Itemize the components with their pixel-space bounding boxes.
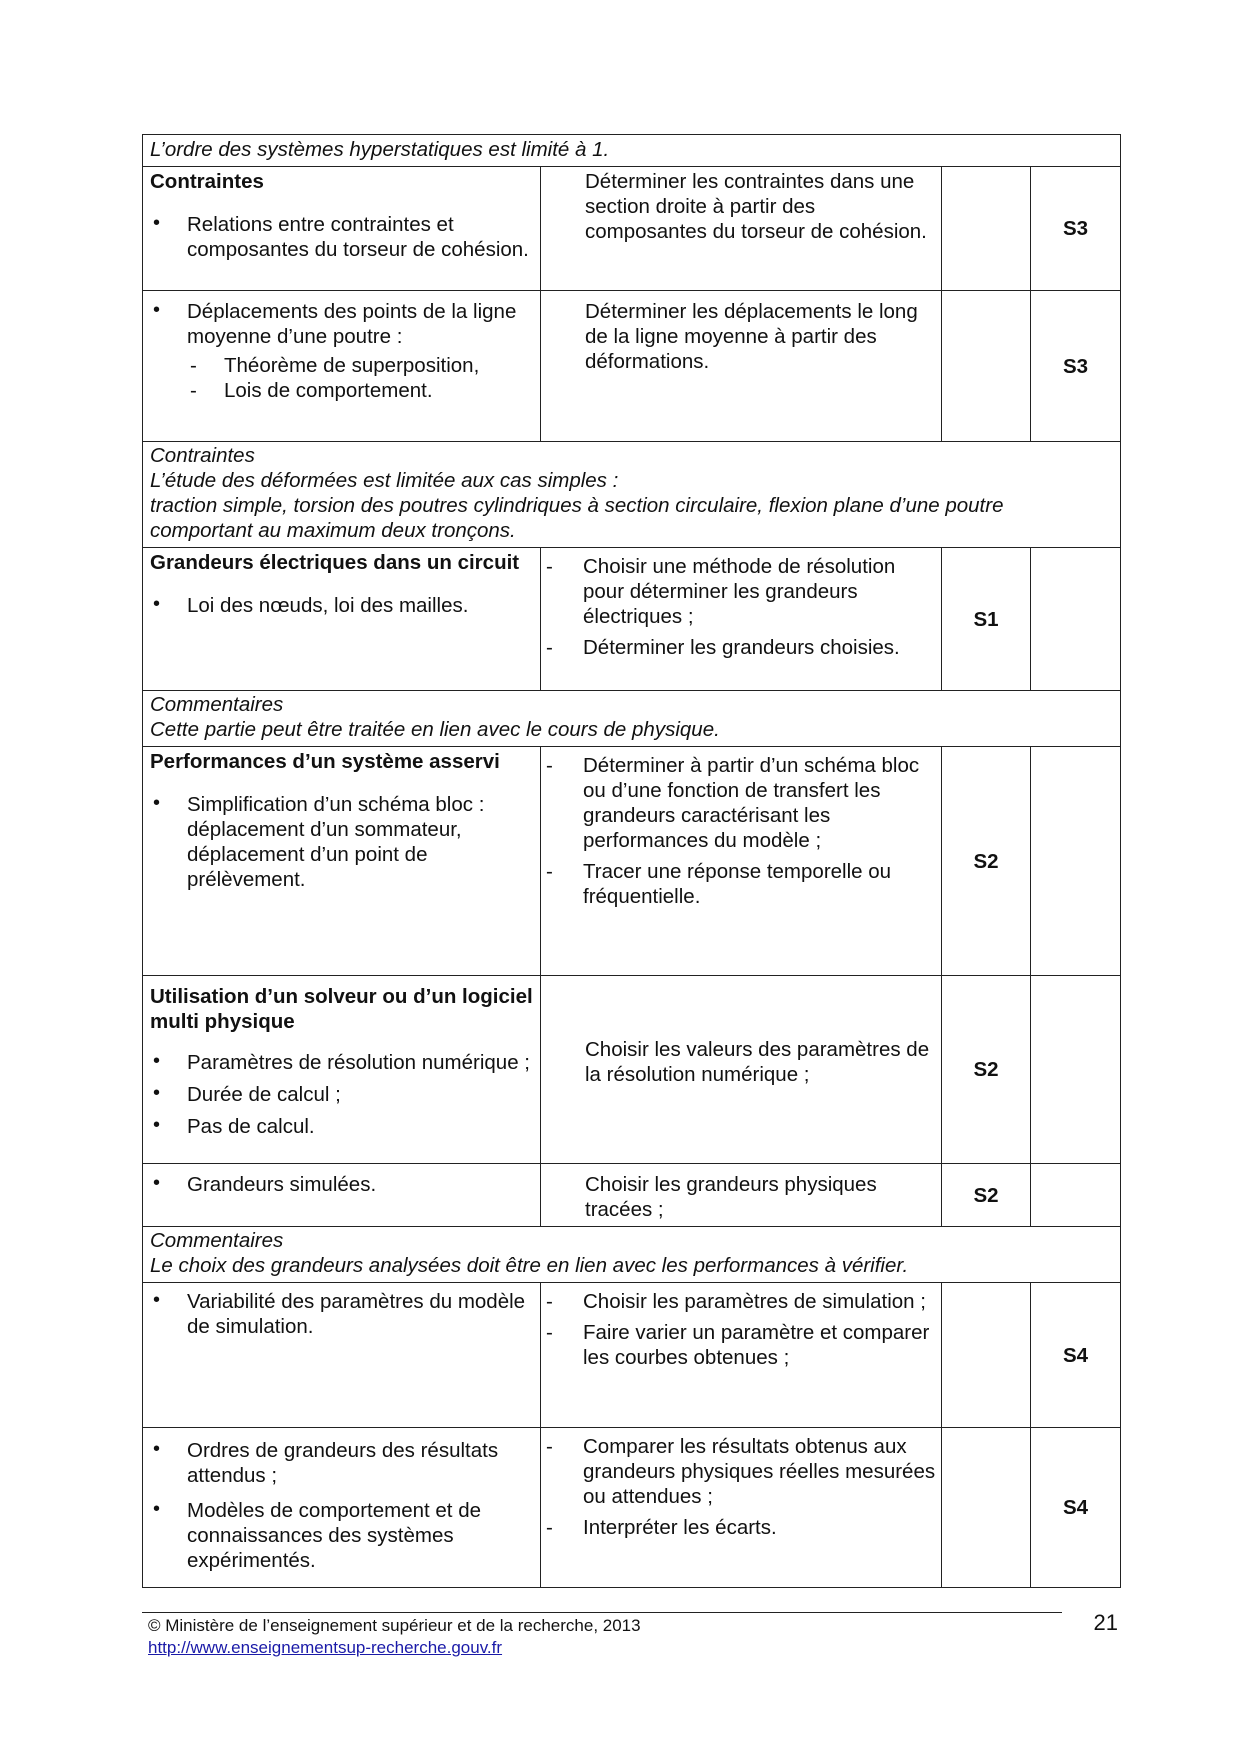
section-title: Performances d’un système asservi bbox=[150, 750, 500, 773]
knowledge-cell bbox=[143, 747, 541, 976]
note-cell bbox=[143, 442, 1121, 548]
empty-level-cell bbox=[942, 291, 1031, 442]
list-item: • Paramètres de résolution numérique ; bbox=[153, 1050, 530, 1074]
dash-icon: - bbox=[546, 1516, 553, 1539]
list-item: • Loi des nœuds, loi des mailles. bbox=[153, 593, 469, 617]
table-row bbox=[143, 976, 1121, 1164]
dash-icon: - bbox=[546, 860, 553, 883]
bullet-list bbox=[150, 1050, 533, 1139]
note-label: Commentaires bbox=[150, 1229, 284, 1252]
section-title: Contraintes bbox=[150, 170, 264, 193]
bullet-icon: • bbox=[153, 1172, 161, 1194]
list-item: • Durée de calcul ; bbox=[153, 1082, 341, 1106]
skill-text: Choisir les valeurs des paramètres de la résolution numérique ; bbox=[585, 1037, 930, 1086]
level-label: S2 bbox=[973, 1058, 999, 1081]
bullet-icon: • bbox=[153, 212, 161, 234]
bullet-list bbox=[150, 1172, 533, 1197]
list-item: • Simplification d’un schéma bloc : déplacement d’un sommateur, déplacement d’un point de prélèvement. bbox=[153, 792, 485, 891]
list-item: - Lois de comportement. bbox=[190, 379, 433, 402]
dash-list bbox=[546, 1289, 937, 1370]
list-item: - Déterminer à partir d’un schéma bloc ou d’une fonction de transfert les grandeurs caractérisant les performances du modèle ; bbox=[546, 754, 920, 852]
section-title: Grandeurs électriques dans un circuit bbox=[150, 551, 520, 574]
dash-icon: - bbox=[546, 636, 553, 659]
list-item: - Faire varier un paramètre et comparer les courbes obtenues ; bbox=[546, 1321, 930, 1369]
list-item: - Théorème de superposition, bbox=[190, 354, 480, 377]
note-row bbox=[143, 442, 1121, 548]
skill-cell bbox=[541, 1428, 942, 1588]
bullet-list bbox=[150, 212, 533, 262]
note-label: Contraintes bbox=[150, 444, 255, 467]
footer-link[interactable]: http://www.enseignementsup-recherche.gouv.fr bbox=[148, 1638, 503, 1657]
note-line: traction simple, torsion des poutres cylindriques à section circulaire, flexion plane d’une poutre bbox=[150, 494, 1004, 517]
list-item: - Choisir les paramètres de simulation ; bbox=[546, 1290, 926, 1313]
list-item: • Pas de calcul. bbox=[153, 1114, 315, 1138]
dash-icon: - bbox=[546, 1435, 553, 1458]
bullet-list bbox=[150, 792, 533, 892]
skill-text: Déterminer les contraintes dans une section droite à partir des composantes du torseur de cohésion. bbox=[585, 170, 927, 243]
note-row bbox=[143, 135, 1121, 167]
dash-icon: - bbox=[190, 379, 197, 402]
note-line: L’étude des déformées est limitée aux cas simples : bbox=[150, 469, 619, 492]
table-row bbox=[143, 747, 1121, 976]
level-cell bbox=[1031, 291, 1121, 442]
skill-cell bbox=[541, 548, 942, 691]
level-label: S4 bbox=[1062, 1496, 1089, 1519]
dash-list bbox=[187, 353, 533, 403]
knowledge-cell bbox=[143, 291, 541, 442]
empty-level-cell bbox=[1031, 548, 1121, 691]
bullet-list bbox=[150, 593, 533, 618]
level-label: S3 bbox=[1062, 354, 1089, 378]
table-row bbox=[143, 1164, 1121, 1227]
skill-cell bbox=[541, 291, 942, 442]
list-item: - Choisir une méthode de résolution pour déterminer les grandeurs électriques ; bbox=[546, 555, 896, 628]
skill-cell bbox=[541, 1164, 942, 1227]
skill-cell bbox=[541, 976, 942, 1164]
bullet-icon: • bbox=[153, 1050, 161, 1072]
list-item: • Variabilité des paramètres du modèle de simulation. bbox=[153, 1289, 526, 1338]
note-cell bbox=[143, 135, 1121, 167]
list-item: - Comparer les résultats obtenus aux grandeurs physiques réelles mesurées ou attendues ; bbox=[546, 1435, 936, 1508]
knowledge-cell bbox=[143, 1428, 541, 1588]
empty-level-cell bbox=[1031, 976, 1121, 1164]
level-label: S1 bbox=[973, 607, 999, 631]
program-table bbox=[142, 134, 1121, 1588]
page-number: 21 bbox=[1093, 1610, 1118, 1635]
level-cell bbox=[942, 747, 1031, 976]
list-item: - Tracer une réponse temporelle ou fréquentielle. bbox=[546, 860, 892, 908]
dash-icon: - bbox=[546, 555, 553, 578]
skill-text: Déterminer les déplacements le long de la ligne moyenne à partir des déformations. bbox=[585, 300, 918, 373]
level-cell bbox=[942, 976, 1031, 1164]
bullet-icon: • bbox=[153, 1289, 161, 1311]
dash-icon: - bbox=[546, 754, 553, 777]
note-line: Le choix des grandeurs analysées doit être en lien avec les performances à vérifier. bbox=[150, 1254, 909, 1277]
bullet-icon: • bbox=[153, 299, 161, 321]
bullet-icon: • bbox=[153, 1114, 161, 1136]
level-cell bbox=[942, 548, 1031, 691]
table-row bbox=[143, 167, 1121, 291]
section-title: Utilisation d’un solveur ou d’un logiciel multi physique bbox=[150, 985, 533, 1033]
level-cell bbox=[942, 1164, 1031, 1227]
note-cell bbox=[143, 1227, 1121, 1283]
level-cell bbox=[1031, 1283, 1121, 1428]
dash-list bbox=[546, 753, 937, 909]
note-row bbox=[143, 1227, 1121, 1283]
table-row bbox=[143, 548, 1121, 691]
level-cell bbox=[1031, 167, 1121, 291]
note-label: Commentaires bbox=[150, 693, 284, 716]
note-line: Cette partie peut être traitée en lien avec le cours de physique. bbox=[150, 718, 720, 741]
table-row bbox=[143, 1428, 1121, 1588]
table-row bbox=[143, 1283, 1121, 1428]
list-item: • Grandeurs simulées. bbox=[153, 1172, 377, 1196]
bullet-icon: • bbox=[153, 1498, 161, 1520]
note-line: comportant au maximum deux tronçons. bbox=[150, 519, 516, 542]
bullet-list bbox=[150, 1438, 533, 1573]
skill-text: Choisir les grandeurs physiques tracées ; bbox=[585, 1173, 877, 1221]
bullet-icon: • bbox=[153, 593, 161, 615]
list-item: - Déterminer les grandeurs choisies. bbox=[546, 636, 900, 659]
list-item: • Déplacements des points de la ligne moyenne d’une poutre : - Théorème de superposition, - Lois de comportement. bbox=[150, 299, 533, 403]
dash-icon: - bbox=[190, 354, 197, 377]
dash-list bbox=[546, 1434, 937, 1540]
empty-level-cell bbox=[942, 167, 1031, 291]
skill-cell bbox=[541, 747, 942, 976]
list-item: - Interpréter les écarts. bbox=[546, 1516, 777, 1539]
empty-level-cell bbox=[1031, 1164, 1121, 1227]
empty-level-cell bbox=[942, 1428, 1031, 1588]
list-item: • Ordres de grandeurs des résultats attendus ; bbox=[153, 1438, 499, 1487]
empty-level-cell bbox=[1031, 747, 1121, 976]
bullet-list bbox=[150, 1289, 533, 1339]
list-item: • Relations entre contraintes et composantes du torseur de cohésion. bbox=[153, 212, 529, 261]
skill-cell bbox=[541, 1283, 942, 1428]
footer-copyright: © Ministère de l’enseignement supérieur et de la recherche, 2013 bbox=[148, 1616, 641, 1635]
dash-list bbox=[546, 554, 937, 660]
level-label: S2 bbox=[973, 849, 999, 873]
knowledge-cell bbox=[143, 976, 541, 1164]
list-item: • Modèles de comportement et de connaissances des systèmes expérimentés. bbox=[153, 1498, 481, 1572]
level-label: S4 bbox=[1062, 1343, 1089, 1367]
knowledge-cell bbox=[143, 1164, 541, 1227]
skill-cell bbox=[541, 167, 942, 291]
note-cell bbox=[143, 691, 1121, 747]
level-cell bbox=[1031, 1428, 1121, 1588]
bullet-list bbox=[150, 299, 533, 403]
knowledge-cell bbox=[143, 167, 541, 291]
knowledge-cell bbox=[143, 548, 541, 691]
level-label: S3 bbox=[1062, 217, 1089, 240]
table-row bbox=[143, 291, 1121, 442]
footer-divider bbox=[142, 1612, 1062, 1613]
level-label: S2 bbox=[973, 1183, 999, 1207]
note-row bbox=[143, 691, 1121, 747]
bullet-icon: • bbox=[153, 1082, 161, 1104]
bullet-icon: • bbox=[153, 1438, 161, 1460]
empty-level-cell bbox=[942, 1283, 1031, 1428]
dash-icon: - bbox=[546, 1321, 553, 1344]
bullet-icon: • bbox=[153, 792, 161, 814]
knowledge-cell bbox=[143, 1283, 541, 1428]
note-text: L’ordre des systèmes hyperstatiques est limité à 1. bbox=[150, 138, 610, 161]
dash-icon: - bbox=[546, 1290, 553, 1313]
